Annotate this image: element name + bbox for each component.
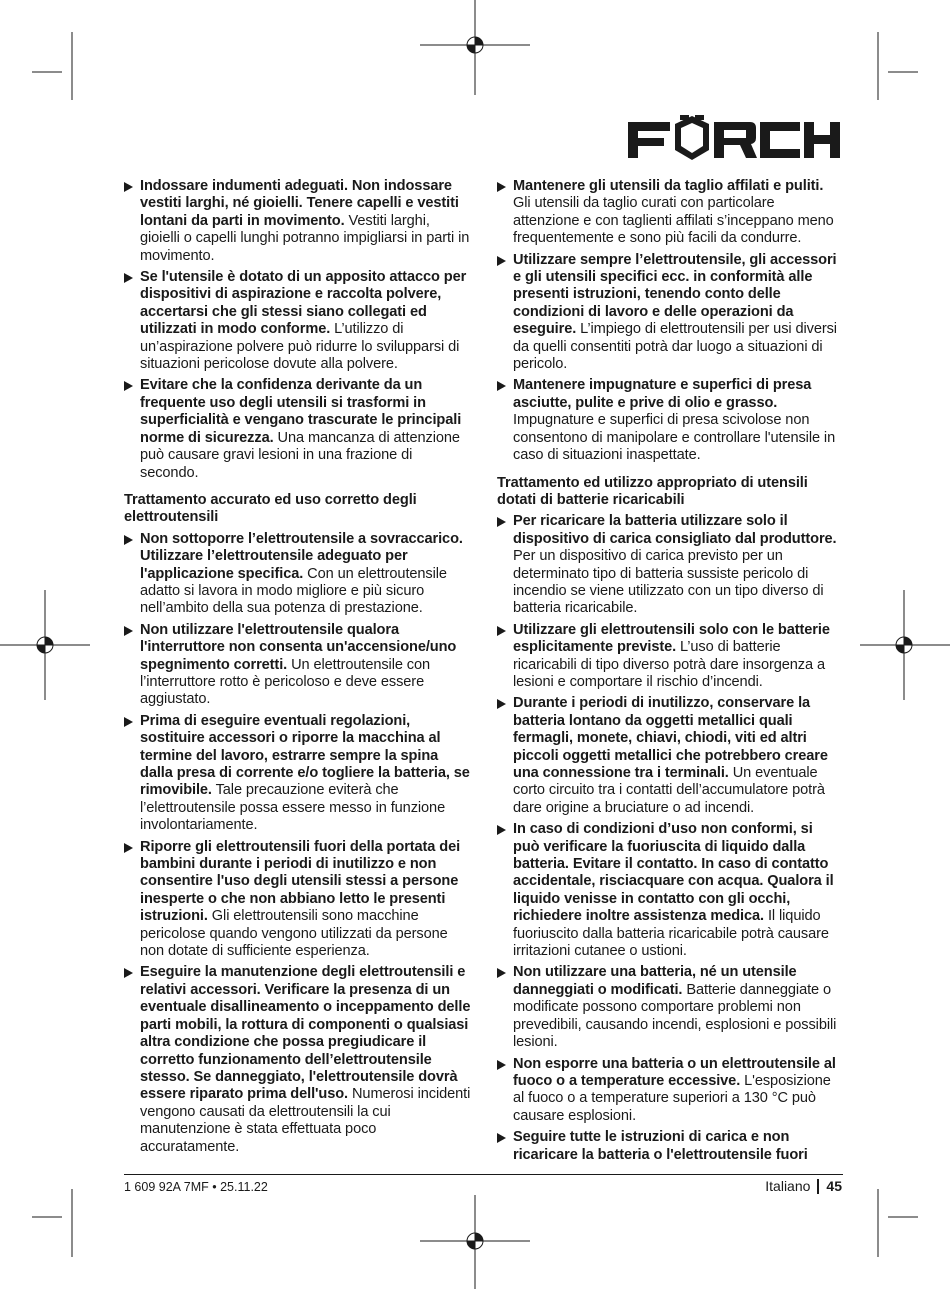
section-heading: Trattamento ed utilizzo appropriato di utensili dotati di batterie ricaricabili xyxy=(497,474,808,508)
item-bold-text: Riporre gli elettroutensili fuori della portata dei bambini durante i periodi di inutilizzo e non consentire l'uso degli utensili stessi a persone inesperte o che non abbiano letto le presenti istruzioni. xyxy=(140,838,461,925)
item-bold-text: Non utilizzare una batteria, né un utensile danneggiati o modificati. xyxy=(513,964,797,998)
item-text: Tale precauzione eviterà che l’elettroutensile possa essere messo in funzione involontariamente. xyxy=(140,782,446,834)
list-item xyxy=(497,821,843,960)
bullet-arrow-icon xyxy=(497,381,506,391)
bullet-arrow-icon xyxy=(497,699,506,709)
section-heading: Trattamento accurato ed uso corretto degli elettroutensili xyxy=(124,491,417,526)
bullet-arrow-icon xyxy=(497,1060,506,1070)
bullet-arrow-icon xyxy=(497,968,506,978)
item-bold-text: Se l'utensile è dotato di un apposito attacco per dispositivi di aspirazione e raccolta polvere, accertarsi che gli stessi siano collegati ed utilizzati in modo conforme. xyxy=(140,269,467,338)
list-item xyxy=(497,1056,843,1126)
item-bold-text: Durante i periodi di inutilizzo, conservare la batteria lontano da oggetti metallici quali fermagli, monete, chiavi, chiodi, viti ed altri piccoli oggetti metallici che potrebbero creare una connessione tra i terminali. xyxy=(513,695,828,781)
list-item xyxy=(497,1129,843,1164)
item-text: Impugnature e superfici di presa scivolose non consentono di manipolare e controllare l'utensile in caso di situazioni inaspettate. xyxy=(513,412,836,464)
list-item xyxy=(497,252,843,374)
brand-logo xyxy=(626,114,842,164)
item-text: L’utilizzo di un’aspirazione polvere può ridurre lo svilupparsi di situazioni pericolose dovute alla polvere. xyxy=(140,321,460,373)
list-item xyxy=(124,178,471,265)
bullet-arrow-icon xyxy=(497,182,506,192)
item-bold-text: Utilizzare sempre l’elettroutensile, gli accessori e gli utensili specifici ecc. in conformità alle presenti istruzioni, tenendo conto delle condizioni di lavoro e delle operazioni da eseguire. xyxy=(513,251,837,338)
item-text: Batterie danneggiate o modificate possono comportare problemi non prevedibili, causando incendi, esplosioni e possibili lesioni. xyxy=(513,981,837,1051)
right-column xyxy=(497,178,843,1168)
item-text: Il liquido fuoriuscito dalla batteria ricaricabile potrà causare irritazioni cutanee o ustioni. xyxy=(513,908,829,960)
bullet-arrow-icon xyxy=(497,825,506,835)
bullet-arrow-icon xyxy=(497,1133,506,1143)
list-item xyxy=(124,377,471,481)
bullet-arrow-icon xyxy=(124,381,133,391)
item-bold-text: Eseguire la manutenzione degli elettroutensili e relativi accessori. Verificare la presenza di un eventuale disallineamento o inceppamento delle parti mobili, la rottura di componenti o qualsiasi altra condizione che possa pregiudicare il corretto funzionamento dell’elettroutensile stesso. Se danneggiato, l'elettroutensile dovrà essere riparato prima dell'uso. xyxy=(140,964,471,1103)
item-text: Numerosi incidenti vengono causati da elettroutensili la cui manutenzione è stata effettuata poco accuratamente. xyxy=(140,1086,471,1155)
footer-separator xyxy=(817,1179,819,1194)
item-text: Vestiti larghi, gioielli o capelli lunghi potranno impigliarsi in parti in movimento. xyxy=(140,212,470,264)
list-item xyxy=(124,622,471,709)
bullet-arrow-icon xyxy=(497,256,506,266)
footer-divider xyxy=(124,1174,843,1175)
item-text: Una mancanza di attenzione può causare gravi lesioni in una frazione di secondo. xyxy=(140,429,460,481)
item-text: Gli utensili da taglio curati con particolare attenzione e con taglienti affilati s’inceppano meno frequentemente e sono più facili da condurre. xyxy=(513,195,834,247)
item-bold-text: Non sottoporre l’elettroutensile a sovraccarico. Utilizzare l’elettroutensile adeguato per l'applicazione specifica. xyxy=(140,530,463,582)
footer-language: Italiano xyxy=(765,1178,811,1194)
bullet-arrow-icon xyxy=(124,182,133,192)
item-bold-text: In caso di condizioni d’uso non conformi, si può verificare la fuoriuscita di liquido dalla batteria. Evitare il contatto. In caso di contatto accidentale, risciacquare con acqua. Qualora il liquido venisse in contatto con gli occhi, richiedere inoltre assistenza medica. xyxy=(513,821,834,925)
bullet-arrow-icon xyxy=(124,717,133,727)
item-bold-text: Indossare indumenti adeguati. Non indossare vestiti larghi, né gioielli. Tenere capelli e vestiti lontani da parti in movimento. xyxy=(140,178,459,229)
item-bold-text: Seguire tutte le istruzioni di carica e non ricaricare la batteria o l'elettroutensile fuori xyxy=(513,1129,808,1163)
list-item xyxy=(124,964,471,1155)
list-item xyxy=(497,695,843,817)
list-item xyxy=(497,964,843,1051)
item-text: L'esposizione al fuoco o a temperature superiori a 130 °C può causare esplosioni. xyxy=(513,1072,831,1124)
list-item xyxy=(124,713,471,835)
item-text: Un eventuale corto circuito tra i contatti dell’accumulatore potrà dare origine a bruciature o ad incendi. xyxy=(513,765,825,816)
bullet-arrow-icon xyxy=(497,517,506,527)
item-text: Per un dispositivo di carica previsto per un determinato tipo di batteria sussiste pericolo di incendio se viene utilizzato con un tipo diverso di batteria ricaricabile. xyxy=(513,548,824,617)
bullet-arrow-icon xyxy=(124,626,133,636)
list-item xyxy=(497,178,843,248)
item-text: L’impiego di elettroutensili per usi diversi da quelli consentiti potrà dar luogo a situazioni di pericolo. xyxy=(513,321,837,373)
item-text: Con un elettroutensile adatto si lavora in modo migliore e più sicuro nell’ambito della sua potenza di prestazione. xyxy=(140,565,447,617)
item-bold-text: Mantenere gli utensili da taglio affilati e puliti. xyxy=(513,178,824,194)
item-bold-text: Non esporre una batteria o un elettroutensile al fuoco o a temperature eccessive. xyxy=(513,1055,836,1089)
item-text: Un elettroutensile con l’interruttore rotto è pericoloso e deve essere aggiustato. xyxy=(140,656,431,708)
item-bold-text: Prima di eseguire eventuali regolazioni, sostituire accessori o riporre la macchina al termine del lavoro, estrarre sempre la spina dalla presa di corrente e/o togliere la batteria, se rimovibile. xyxy=(140,712,470,799)
left-column xyxy=(124,178,471,1160)
bullet-arrow-icon xyxy=(124,843,133,853)
item-text: L’uso di batterie ricaricabili di tipo diverso potrà dare insorgenza a lesioni e comportare il rischio d’incendi. xyxy=(513,639,825,690)
item-bold-text: Per ricaricare la batteria utilizzare solo il dispositivo di carica consigliato dal produttore. xyxy=(513,513,837,547)
document-code: 1 609 92A 7MF • 25.11.22 xyxy=(124,1180,268,1194)
item-bold-text: Non utilizzare l'elettroutensile qualora l'interruttore non consenta un'accensione/uno spegnimento corretti. xyxy=(140,621,457,673)
page-number: 45 xyxy=(826,1178,842,1194)
list-item xyxy=(497,377,843,464)
list-item xyxy=(497,622,843,692)
bullet-arrow-icon xyxy=(497,626,506,636)
item-bold-text: Evitare che la confidenza derivante da un frequente uso degli utensili si trasformi in superficialità e vengano trascurate le principali norme di sicurezza. xyxy=(140,377,462,446)
bullet-arrow-icon xyxy=(124,968,133,978)
page-footer xyxy=(765,1178,842,1194)
list-item xyxy=(124,531,471,618)
list-item xyxy=(124,839,471,961)
bullet-arrow-icon xyxy=(124,535,133,545)
list-item xyxy=(124,269,471,373)
list-item xyxy=(497,513,843,617)
item-bold-text: Mantenere impugnature e superfici di presa asciutte, pulite e prive di olio e grasso. xyxy=(513,377,812,411)
bullet-arrow-icon xyxy=(124,273,133,283)
item-text: Gli elettroutensili sono macchine pericolose quando vengono utilizzati da persone non dotate di sufficiente esperienza. xyxy=(140,908,448,960)
logo-text: FÖRCH xyxy=(734,163,738,164)
item-bold-text: Utilizzare gli elettroutensili solo con le batterie esplicitamente previste. xyxy=(513,621,830,656)
